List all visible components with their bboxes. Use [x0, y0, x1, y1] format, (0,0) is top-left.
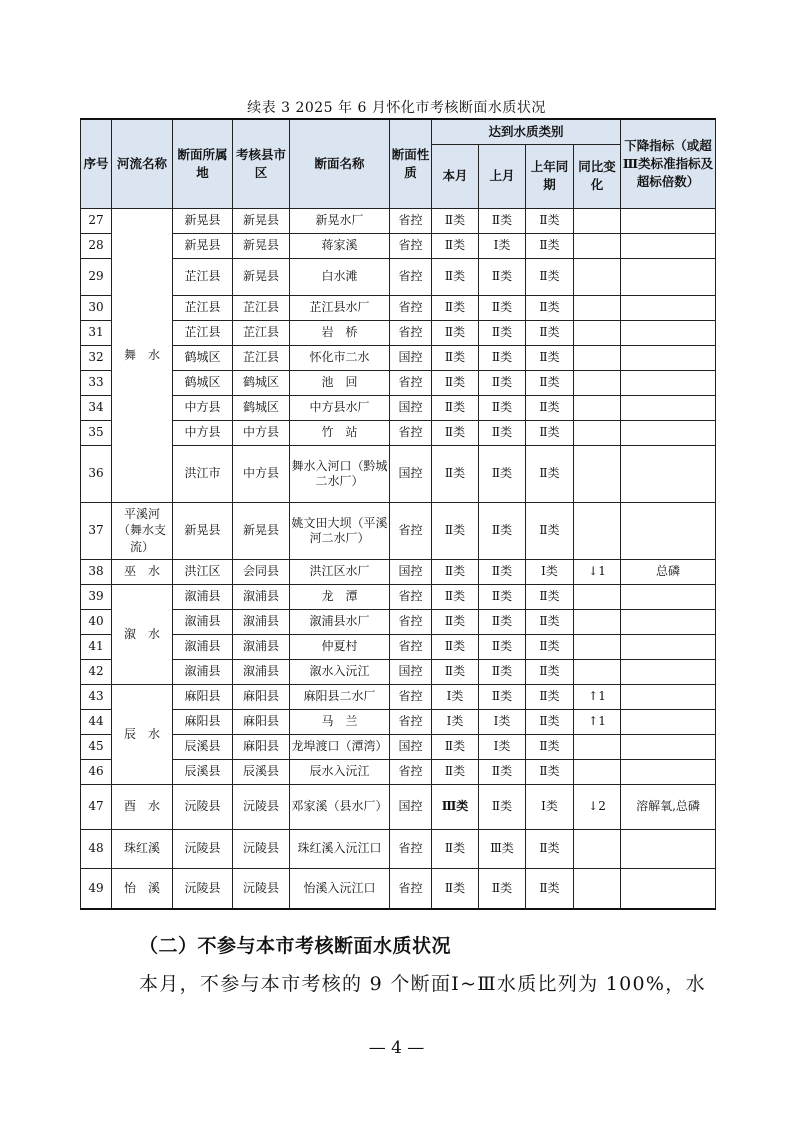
cell-county: 溆浦县 [233, 609, 290, 634]
cell-yoy [574, 734, 621, 759]
cell-county: 芷江县 [233, 295, 290, 320]
cell-last-year: Ⅱ类 [526, 208, 574, 233]
cell-last-year: Ⅱ类 [526, 684, 574, 709]
cell-nature: 国控 [390, 784, 432, 829]
header-county: 考核县市区 [233, 119, 290, 208]
cell-yoy [574, 320, 621, 345]
cell-last-year: Ⅱ类 [526, 445, 574, 502]
table-row [81, 784, 716, 829]
cell-last-year: Ⅱ类 [526, 584, 574, 609]
cell-this-month: Ⅱ类 [432, 659, 479, 684]
cell-last-year: Ⅱ类 [526, 320, 574, 345]
cell-nature: 国控 [390, 395, 432, 420]
cell-seq: 46 [81, 759, 112, 784]
cell-section-name: 岩 桥 [290, 320, 390, 345]
cell-section-name: 中方县水厂 [290, 395, 390, 420]
cell-county: 辰溪县 [233, 759, 290, 784]
header-nature: 断面性质 [390, 119, 432, 208]
table-row [81, 370, 716, 395]
cell-nature: 省控 [390, 208, 432, 233]
cell-yoy [574, 445, 621, 502]
cell-seq: 33 [81, 370, 112, 395]
cell-yoy [574, 295, 621, 320]
cell-last-year: Ⅱ类 [526, 502, 574, 559]
header-yoy: 同比变化 [574, 144, 621, 208]
cell-location: 芷江县 [173, 320, 233, 345]
cell-location: 芷江县 [173, 295, 233, 320]
cell-last-month: Ⅱ类 [479, 684, 526, 709]
cell-yoy: ↑1 [574, 684, 621, 709]
cell-last-month: Ⅱ类 [479, 502, 526, 559]
cell-this-month: Ⅱ类 [432, 445, 479, 502]
cell-seq: 45 [81, 734, 112, 759]
cell-nature: 省控 [390, 609, 432, 634]
cell-seq: 29 [81, 258, 112, 295]
cell-indicator [621, 684, 716, 709]
cell-county: 溆浦县 [233, 634, 290, 659]
cell-last-year: Ⅱ类 [526, 395, 574, 420]
cell-river: 辰 水 [112, 684, 173, 784]
cell-indicator [621, 734, 716, 759]
cell-location: 洪江市 [173, 445, 233, 502]
cell-this-month: Ⅰ类 [432, 684, 479, 709]
header-this-month: 本月 [432, 144, 479, 208]
cell-county: 溆浦县 [233, 659, 290, 684]
cell-indicator [621, 659, 716, 684]
table-row [81, 659, 716, 684]
cell-section-name: 芷江县水厂 [290, 295, 390, 320]
cell-county: 鹤城区 [233, 370, 290, 395]
water-quality-table [80, 118, 716, 910]
cell-last-month: Ⅱ类 [479, 208, 526, 233]
cell-yoy [574, 759, 621, 784]
cell-county: 芷江县 [233, 345, 290, 370]
cell-seq: 42 [81, 659, 112, 684]
cell-section-name: 龙 潭 [290, 584, 390, 609]
page-number: — 4 — [368, 1038, 425, 1058]
cell-last-month: Ⅰ类 [479, 709, 526, 734]
cell-last-month: Ⅱ类 [479, 295, 526, 320]
cell-this-month: Ⅲ类 [432, 784, 479, 829]
cell-seq: 27 [81, 208, 112, 233]
cell-last-year: Ⅰ类 [526, 559, 574, 584]
cell-yoy: ↑1 [574, 709, 621, 734]
cell-seq: 48 [81, 829, 112, 868]
cell-location: 辰溪县 [173, 759, 233, 784]
cell-river: 酉 水 [112, 784, 173, 829]
cell-county: 麻阳县 [233, 709, 290, 734]
cell-location: 沅陵县 [173, 868, 233, 909]
cell-indicator [621, 258, 716, 295]
table-row [81, 420, 716, 445]
cell-last-month: Ⅱ类 [479, 659, 526, 684]
cell-nature: 省控 [390, 370, 432, 395]
table-row [81, 584, 716, 609]
cell-location: 中方县 [173, 420, 233, 445]
cell-indicator [621, 584, 716, 609]
table-row [81, 684, 716, 709]
cell-last-year: Ⅱ类 [526, 420, 574, 445]
cell-last-month: Ⅱ类 [479, 370, 526, 395]
cell-nature: 省控 [390, 584, 432, 609]
cell-last-year: Ⅱ类 [526, 345, 574, 370]
cell-section-name: 洪江区水厂 [290, 559, 390, 584]
cell-indicator [621, 502, 716, 559]
table-caption: 续表 3 2025 年 6 月怀化市考核断面水质状况 [247, 100, 546, 116]
cell-county: 沅陵县 [233, 784, 290, 829]
table-row [81, 345, 716, 370]
cell-last-month: Ⅱ类 [479, 584, 526, 609]
cell-seq: 47 [81, 784, 112, 829]
cell-last-month: Ⅱ类 [479, 345, 526, 370]
header-indicator: 下降指标（或超Ⅲ类标准指标及超标倍数） [621, 119, 716, 208]
table-row [81, 868, 716, 909]
cell-indicator [621, 709, 716, 734]
cell-last-month: Ⅱ类 [479, 609, 526, 634]
cell-section-name: 姚文田大坝（平溪河二水厂） [290, 502, 390, 559]
cell-location: 新晃县 [173, 208, 233, 233]
cell-last-month: Ⅱ类 [479, 759, 526, 784]
cell-nature: 省控 [390, 502, 432, 559]
cell-river: 平溪河（舞水支流） [112, 502, 173, 559]
cell-seq: 39 [81, 584, 112, 609]
cell-nature: 省控 [390, 320, 432, 345]
cell-nature: 省控 [390, 420, 432, 445]
cell-last-month: Ⅱ类 [479, 445, 526, 502]
cell-last-month: Ⅱ类 [479, 784, 526, 829]
cell-last-month: Ⅰ类 [479, 233, 526, 258]
cell-nature: 国控 [390, 734, 432, 759]
cell-indicator [621, 345, 716, 370]
cell-section-name: 溆水入沅江 [290, 659, 390, 684]
cell-this-month: Ⅱ类 [432, 559, 479, 584]
cell-this-month: Ⅱ类 [432, 320, 479, 345]
cell-indicator [621, 829, 716, 868]
header-section-name: 断面名称 [290, 119, 390, 208]
cell-nature: 省控 [390, 684, 432, 709]
cell-indicator [621, 609, 716, 634]
cell-location: 中方县 [173, 395, 233, 420]
cell-last-year: Ⅱ类 [526, 829, 574, 868]
cell-last-year: Ⅱ类 [526, 659, 574, 684]
cell-last-year: Ⅱ类 [526, 634, 574, 659]
cell-yoy [574, 208, 621, 233]
cell-seq: 30 [81, 295, 112, 320]
cell-yoy [574, 829, 621, 868]
header-location: 断面所属地 [173, 119, 233, 208]
cell-yoy [574, 233, 621, 258]
cell-last-year: Ⅱ类 [526, 233, 574, 258]
cell-section-name: 仲夏村 [290, 634, 390, 659]
cell-river: 溆 水 [112, 584, 173, 684]
table-body [81, 208, 716, 909]
cell-last-month: Ⅱ类 [479, 395, 526, 420]
cell-indicator [621, 759, 716, 784]
cell-yoy: ↓1 [574, 559, 621, 584]
table-row [81, 208, 716, 233]
cell-yoy [574, 345, 621, 370]
cell-seq: 36 [81, 445, 112, 502]
cell-last-month: Ⅱ类 [479, 634, 526, 659]
cell-section-name: 麻阳县二水厂 [290, 684, 390, 709]
cell-location: 溆浦县 [173, 584, 233, 609]
cell-last-year: Ⅱ类 [526, 709, 574, 734]
cell-county: 新晃县 [233, 208, 290, 233]
header-last-year: 上年同期 [526, 144, 574, 208]
cell-county: 沅陵县 [233, 868, 290, 909]
table-row [81, 258, 716, 295]
cell-nature: 省控 [390, 634, 432, 659]
cell-nature: 国控 [390, 659, 432, 684]
header-river: 河流名称 [112, 119, 173, 208]
cell-yoy: ↓2 [574, 784, 621, 829]
body-paragraph: 本月，不参与本市考核的 9 个断面Ⅰ~Ⅲ水质比列为 100%，水 [139, 973, 706, 995]
section-heading: （二）不参与本市考核断面水质状况 [139, 935, 452, 957]
cell-indicator [621, 420, 716, 445]
cell-nature: 省控 [390, 868, 432, 909]
cell-section-name: 蒋家溪 [290, 233, 390, 258]
cell-location: 辰溪县 [173, 734, 233, 759]
cell-indicator [621, 445, 716, 502]
table-row [81, 634, 716, 659]
table-row [81, 559, 716, 584]
cell-location: 沅陵县 [173, 784, 233, 829]
cell-indicator: 溶解氧,总磷 [621, 784, 716, 829]
cell-seq: 49 [81, 868, 112, 909]
cell-this-month: Ⅱ类 [432, 295, 479, 320]
cell-nature: 国控 [390, 559, 432, 584]
cell-indicator [621, 320, 716, 345]
cell-seq: 34 [81, 395, 112, 420]
cell-section-name: 珠红溪入沅江口 [290, 829, 390, 868]
cell-yoy [574, 609, 621, 634]
cell-this-month: Ⅱ类 [432, 420, 479, 445]
cell-nature: 省控 [390, 829, 432, 868]
cell-this-month: Ⅱ类 [432, 759, 479, 784]
cell-last-month: Ⅰ类 [479, 734, 526, 759]
cell-indicator: 总磷 [621, 559, 716, 584]
cell-yoy [574, 420, 621, 445]
cell-this-month: Ⅱ类 [432, 634, 479, 659]
cell-last-month: Ⅱ类 [479, 320, 526, 345]
cell-last-month: Ⅲ类 [479, 829, 526, 868]
cell-last-year: Ⅱ类 [526, 295, 574, 320]
cell-county: 溆浦县 [233, 584, 290, 609]
cell-seq: 41 [81, 634, 112, 659]
cell-nature: 省控 [390, 709, 432, 734]
cell-yoy [574, 868, 621, 909]
cell-this-month: Ⅱ类 [432, 502, 479, 559]
cell-location: 麻阳县 [173, 684, 233, 709]
cell-location: 溆浦县 [173, 634, 233, 659]
cell-last-year: Ⅱ类 [526, 370, 574, 395]
cell-location: 芷江县 [173, 258, 233, 295]
cell-last-year: Ⅱ类 [526, 734, 574, 759]
cell-nature: 省控 [390, 759, 432, 784]
cell-this-month: Ⅱ类 [432, 734, 479, 759]
cell-indicator [621, 208, 716, 233]
table-row [81, 395, 716, 420]
cell-indicator [621, 233, 716, 258]
cell-nature: 国控 [390, 445, 432, 502]
cell-county: 麻阳县 [233, 684, 290, 709]
cell-county: 新晃县 [233, 258, 290, 295]
cell-yoy [574, 584, 621, 609]
cell-section-name: 龙埠渡口（潭湾） [290, 734, 390, 759]
cell-last-month: Ⅱ类 [479, 420, 526, 445]
cell-county: 新晃县 [233, 233, 290, 258]
cell-section-name: 竹 站 [290, 420, 390, 445]
cell-location: 溆浦县 [173, 659, 233, 684]
cell-indicator [621, 634, 716, 659]
cell-nature: 省控 [390, 258, 432, 295]
cell-river: 珠红溪 [112, 829, 173, 868]
cell-location: 新晃县 [173, 233, 233, 258]
table-row [81, 502, 716, 559]
cell-section-name: 池 回 [290, 370, 390, 395]
cell-this-month: Ⅱ类 [432, 258, 479, 295]
cell-section-name: 邓家溪（县水厂） [290, 784, 390, 829]
cell-section-name: 马 兰 [290, 709, 390, 734]
table-row [81, 445, 716, 502]
cell-this-month: Ⅱ类 [432, 370, 479, 395]
cell-section-name: 白水滩 [290, 258, 390, 295]
header-last-month: 上月 [479, 144, 526, 208]
cell-section-name: 溆浦县水厂 [290, 609, 390, 634]
cell-county: 麻阳县 [233, 734, 290, 759]
cell-county: 新晃县 [233, 502, 290, 559]
cell-section-name: 舞水入河口（黔城二水厂） [290, 445, 390, 502]
table-row [81, 734, 716, 759]
cell-location: 鹤城区 [173, 345, 233, 370]
cell-section-name: 辰水入沅江 [290, 759, 390, 784]
table-row [81, 320, 716, 345]
cell-this-month: Ⅱ类 [432, 233, 479, 258]
cell-indicator [621, 868, 716, 909]
cell-seq: 38 [81, 559, 112, 584]
cell-location: 新晃县 [173, 502, 233, 559]
cell-last-year: Ⅱ类 [526, 759, 574, 784]
cell-indicator [621, 395, 716, 420]
cell-seq: 40 [81, 609, 112, 634]
cell-nature: 国控 [390, 345, 432, 370]
cell-location: 溆浦县 [173, 609, 233, 634]
table-row [81, 709, 716, 734]
cell-county: 中方县 [233, 420, 290, 445]
cell-yoy [574, 370, 621, 395]
cell-county: 中方县 [233, 445, 290, 502]
cell-section-name: 新晃水厂 [290, 208, 390, 233]
cell-seq: 37 [81, 502, 112, 559]
table-row [81, 609, 716, 634]
cell-nature: 省控 [390, 295, 432, 320]
cell-this-month: Ⅱ类 [432, 345, 479, 370]
cell-seq: 43 [81, 684, 112, 709]
cell-this-month: Ⅱ类 [432, 829, 479, 868]
cell-yoy [574, 659, 621, 684]
cell-seq: 35 [81, 420, 112, 445]
cell-last-month: Ⅱ类 [479, 258, 526, 295]
table-row [81, 829, 716, 868]
cell-location: 洪江区 [173, 559, 233, 584]
cell-section-name: 怡溪入沅江口 [290, 868, 390, 909]
cell-yoy [574, 395, 621, 420]
cell-seq: 44 [81, 709, 112, 734]
cell-this-month: Ⅱ类 [432, 395, 479, 420]
table-row [81, 233, 716, 258]
cell-county: 沅陵县 [233, 829, 290, 868]
cell-location: 沅陵县 [173, 829, 233, 868]
cell-last-year: Ⅰ类 [526, 784, 574, 829]
cell-seq: 31 [81, 320, 112, 345]
cell-this-month: Ⅱ类 [432, 208, 479, 233]
cell-last-year: Ⅱ类 [526, 868, 574, 909]
cell-seq: 28 [81, 233, 112, 258]
header-class-group: 达到水质类别 [432, 119, 621, 144]
table-row [81, 295, 716, 320]
cell-this-month: Ⅰ类 [432, 709, 479, 734]
cell-river: 怡 溪 [112, 868, 173, 909]
cell-indicator [621, 370, 716, 395]
cell-river: 巫 水 [112, 559, 173, 584]
cell-location: 鹤城区 [173, 370, 233, 395]
cell-seq: 32 [81, 345, 112, 370]
cell-this-month: Ⅱ类 [432, 584, 479, 609]
cell-nature: 省控 [390, 233, 432, 258]
cell-last-month: Ⅱ类 [479, 559, 526, 584]
cell-last-year: Ⅱ类 [526, 609, 574, 634]
cell-yoy [574, 634, 621, 659]
cell-this-month: Ⅱ类 [432, 609, 479, 634]
cell-location: 麻阳县 [173, 709, 233, 734]
cell-county: 芷江县 [233, 320, 290, 345]
cell-last-year: Ⅱ类 [526, 258, 574, 295]
cell-yoy [574, 502, 621, 559]
cell-last-month: Ⅱ类 [479, 868, 526, 909]
cell-yoy [574, 258, 621, 295]
cell-county: 会同县 [233, 559, 290, 584]
cell-county: 鹤城区 [233, 395, 290, 420]
table-row [81, 759, 716, 784]
cell-this-month: Ⅱ类 [432, 868, 479, 909]
cell-indicator [621, 295, 716, 320]
cell-section-name: 怀化市二水 [290, 345, 390, 370]
cell-river: 舞 水 [112, 208, 173, 502]
header-seq: 序号 [81, 119, 112, 208]
